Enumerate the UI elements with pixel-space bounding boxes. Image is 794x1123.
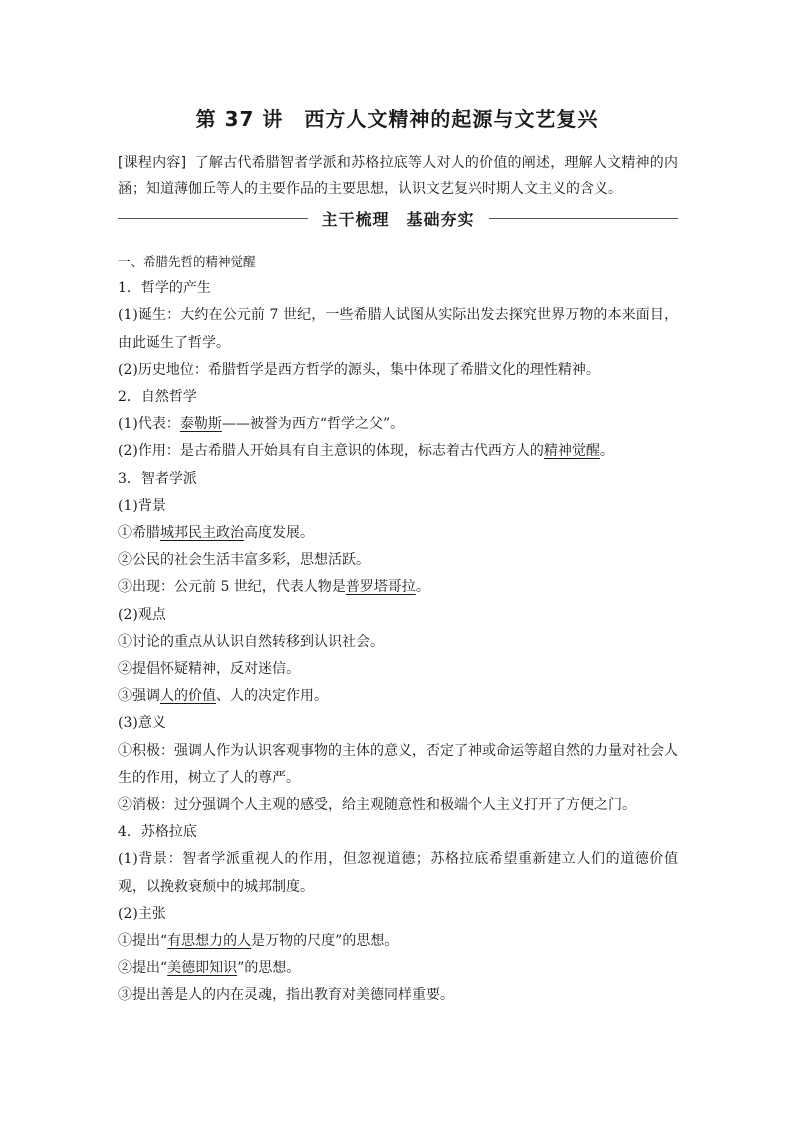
subsection-heading: 3．智者学派 [118,470,197,487]
subsection-heading: 2．自然哲学 [118,389,197,406]
text-fragment: ①提出“ [118,933,168,950]
subsection-heading: 4．苏格拉底 [118,824,197,841]
text-fragment: 。 [415,579,430,596]
page-title: 第 37 讲 西方人文精神的起源与文艺复兴 [195,107,599,131]
text-fragment: ③出现：公元前 5 世纪，代表人物是 [118,579,346,596]
underlined-term: 有思想力的人 [167,933,252,950]
underlined-term: 城邦民主政治 [160,525,244,542]
list-item: ②消极：过分强调个人主观的感受，给主观随意性和极端个人主义打开了方便之门。 [118,797,636,814]
list-item [118,574,678,601]
course-content-text: 了解古代希腊智者学派和苏格拉底等人对人的价值的阐述，理解人文精神的内涵；知道薄伽丘等人的主要作品的主要思想，认识文艺复兴时期人文主义的含义。 [118,155,678,197]
list-item: ②公民的社会生活丰富多彩，思想活跃。 [118,552,370,569]
text-fragment: (1)代表： [118,416,180,433]
text-fragment: ——被誉为西方“哲学之父”。 [221,416,405,433]
paragraph-role [118,438,678,465]
banner-rule-right [489,218,679,219]
section-heading: 一、希腊先哲的精神觉醒 [118,254,256,269]
paragraph-representative [118,411,678,438]
banner-label: 主干梳理 基础夯实 [321,209,475,229]
document-body [118,248,678,1010]
text-fragment: ”的思想。 [237,960,301,977]
item-heading: (2)主张 [118,905,166,922]
text-fragment: (2)作用：是古希腊人开始具有自主意识的体现，标志着古代西方人的 [118,443,544,460]
list-item: ③提出善是人的内在灵魂，指出教育对美德同样重要。 [118,987,454,1004]
underlined-term: 泰勒斯 [179,416,222,433]
list-item [118,928,678,955]
text-fragment: ①希腊 [118,525,160,542]
paragraph-birth: (1)诞生：大约在公元前 7 世纪，一些希腊人试图从实际出发去探究世界万物的本来面目，由此诞生了哲学。 [118,307,678,351]
text-fragment: 。 [599,443,614,460]
paragraph-status: (2)历史地位：希腊哲学是西方哲学的源头，集中体现了希腊文化的理性精神。 [118,361,600,378]
underlined-term: 美德即知识 [167,960,238,977]
text-fragment: ③强调 [118,688,160,705]
list-item: ①讨论的重点从认识自然转移到认识社会。 [118,633,384,650]
section-banner [118,205,678,231]
course-content [118,150,678,202]
list-item: ②提倡怀疑精神，反对迷信。 [118,661,300,678]
text-fragment: 高度发展。 [244,525,314,542]
item-heading: (2)观点 [118,606,166,623]
list-item [118,955,678,982]
text-fragment: 是万物的尺度”的思想。 [251,933,399,950]
underlined-term: 人的价值 [160,688,216,705]
paragraph-background: (1)背景：智者学派重视人的作用，但忽视道德；苏格拉底希望重新建立人们的道德价值观，以挽救衰颓中的城邦制度。 [118,851,678,895]
item-heading: (1)背景 [118,497,166,514]
text-fragment: ②提出“ [118,960,168,977]
list-item: ①积极：强调人作为认识客观事物的主体的意义，否定了神或命运等超自然的力量对社会人生的作用，树立了人的尊严。 [118,742,678,786]
item-heading: (3)意义 [118,715,166,732]
banner-rule-left [118,218,308,219]
course-content-tag: [课程内容] [118,155,187,171]
underlined-term: 普罗塔哥拉 [345,579,416,596]
text-fragment: 、人的决定作用。 [216,688,328,705]
list-item [118,520,678,547]
list-item [118,683,678,710]
subsection-heading: 1．哲学的产生 [118,280,211,297]
underlined-term: 精神觉醒 [543,443,600,460]
